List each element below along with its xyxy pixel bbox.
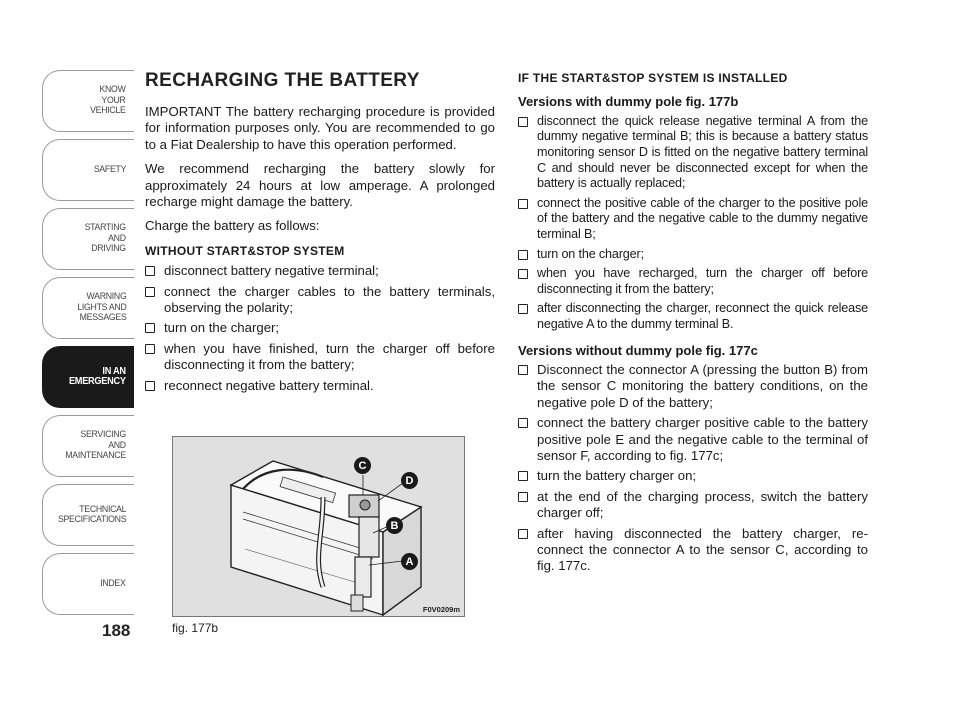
checkbox-bullet-icon — [145, 381, 155, 391]
chapter-tabs — [42, 70, 134, 622]
list-item: at the end of the charging process, switch the battery charger off; — [518, 489, 868, 522]
tab-index[interactable] — [42, 553, 134, 615]
tab-label: IN AN EMERGENCY — [69, 365, 126, 387]
list-item: disconnect battery negative terminal; — [145, 263, 495, 279]
list-item: when you have finished, turn the charger off before disconnecting it from the battery; — [145, 341, 495, 374]
checkbox-bullet-icon — [518, 199, 528, 209]
checkbox-bullet-icon — [145, 266, 155, 276]
tab-technical-specifications[interactable] — [42, 484, 134, 546]
tab-label: KNOW YOUR VEHICLE — [90, 84, 126, 117]
list-item: when you have recharged, turn the charger off before disconnecting it from the battery; — [518, 266, 868, 297]
list-item: turn the battery charger on; — [518, 468, 868, 484]
steps-without-dummy-pole — [518, 362, 868, 575]
page-title: RECHARGING THE BATTERY — [145, 70, 420, 91]
steps-with-dummy-pole — [518, 114, 868, 333]
section-heading-without-startstop: WITHOUT START&STOP SYSTEM — [145, 243, 345, 258]
list-item: after having disconnected the battery charger, re-connect the connector A to the sensor C, according to fig. 177c. — [518, 526, 868, 575]
checkbox-bullet-icon — [518, 418, 528, 428]
tab-servicing-and-maintenance[interactable] — [42, 415, 134, 477]
checkbox-bullet-icon — [518, 492, 528, 502]
callout-d: D — [401, 472, 418, 489]
list-item: after disconnecting the charger, reconnect the quick release negative A to the dummy terminal B. — [518, 301, 868, 332]
checkbox-bullet-icon — [145, 344, 155, 354]
list-item: Disconnect the connector A (pressing the button B) from the sensor C monitoring the battery conditions, on the negative pole D of the battery; — [518, 362, 868, 411]
list-item: reconnect negative battery terminal. — [145, 378, 495, 394]
tab-in-an-emergency[interactable] — [42, 346, 134, 408]
checkbox-bullet-icon — [518, 365, 528, 375]
list-item: connect the positive cable of the charger to the positive pole of the battery and the negative cable to the dummy negative terminal B; — [518, 196, 868, 243]
instructions-intro: Charge the battery as follows: — [145, 218, 320, 234]
list-item: disconnect the quick release negative terminal A from the dummy negative terminal B; this is because a battery status monitoring sensor D is fitted on the negative battery terminal C and should never be disconnected except for when the battery is actually replaced; — [518, 114, 868, 192]
callout-b: B — [386, 517, 403, 534]
figure-code: F0V0209m — [422, 605, 460, 614]
subheading-without-dummy-pole: Versions without dummy pole fig. 177c — [518, 342, 758, 358]
battery-figure — [172, 436, 465, 617]
tab-safety[interactable] — [42, 139, 134, 201]
list-item: connect the battery charger positive cable to the battery positive pole E and the negative cable to the terminal of sensor F, according to fig. 177c; — [518, 415, 868, 464]
subheading-with-dummy-pole: Versions with dummy pole fig. 177b — [518, 94, 739, 110]
tab-label: SAFETY — [93, 163, 126, 175]
list-item: turn on the charger; — [518, 247, 868, 263]
right-column — [518, 70, 868, 579]
left-column — [145, 70, 495, 398]
checkbox-bullet-icon — [518, 471, 528, 481]
checkbox-bullet-icon — [145, 287, 155, 297]
tab-label: STARTING AND DRIVING — [84, 222, 126, 255]
tab-starting-and-driving[interactable] — [42, 208, 134, 270]
section-heading-with-startstop: IF THE START&STOP SYSTEM IS INSTALLED — [518, 71, 788, 85]
tab-warning-lights[interactable] — [42, 277, 134, 339]
page-number: 188 — [102, 621, 131, 640]
list-item: connect the charger cables to the battery terminals, observing the polarity; — [145, 284, 495, 317]
battery-illustration — [173, 437, 465, 617]
tab-label: WARNING LIGHTS AND MESSAGES — [76, 291, 126, 324]
checkbox-bullet-icon — [518, 529, 528, 539]
tab-label: SERVICING AND MAINTENANCE — [65, 429, 126, 462]
tab-label: TECHNICAL SPECIFICATIONS — [57, 503, 126, 525]
checkbox-bullet-icon — [145, 323, 155, 333]
tab-label: INDEX — [100, 577, 126, 589]
tab-know-your-vehicle[interactable] — [42, 70, 134, 132]
callout-a: A — [401, 553, 418, 570]
figure-caption: fig. 177b — [172, 621, 219, 635]
steps-without-startstop — [145, 263, 495, 394]
checkbox-bullet-icon — [518, 250, 528, 260]
important-note: IMPORTANT The battery recharging procedure is provided for information purposes only. You are recommended to go to a Fiat Dealership to have this operation performed. — [145, 104, 495, 152]
checkbox-bullet-icon — [518, 304, 528, 314]
list-item: turn on the charger; — [145, 320, 495, 336]
callout-c: C — [354, 457, 371, 474]
recommendation-paragraph: We recommend recharging the battery slowly for approximately 24 hours at low amperage. A prolonged recharge might damage the battery. — [145, 161, 495, 210]
checkbox-bullet-icon — [518, 117, 528, 127]
checkbox-bullet-icon — [518, 269, 528, 279]
